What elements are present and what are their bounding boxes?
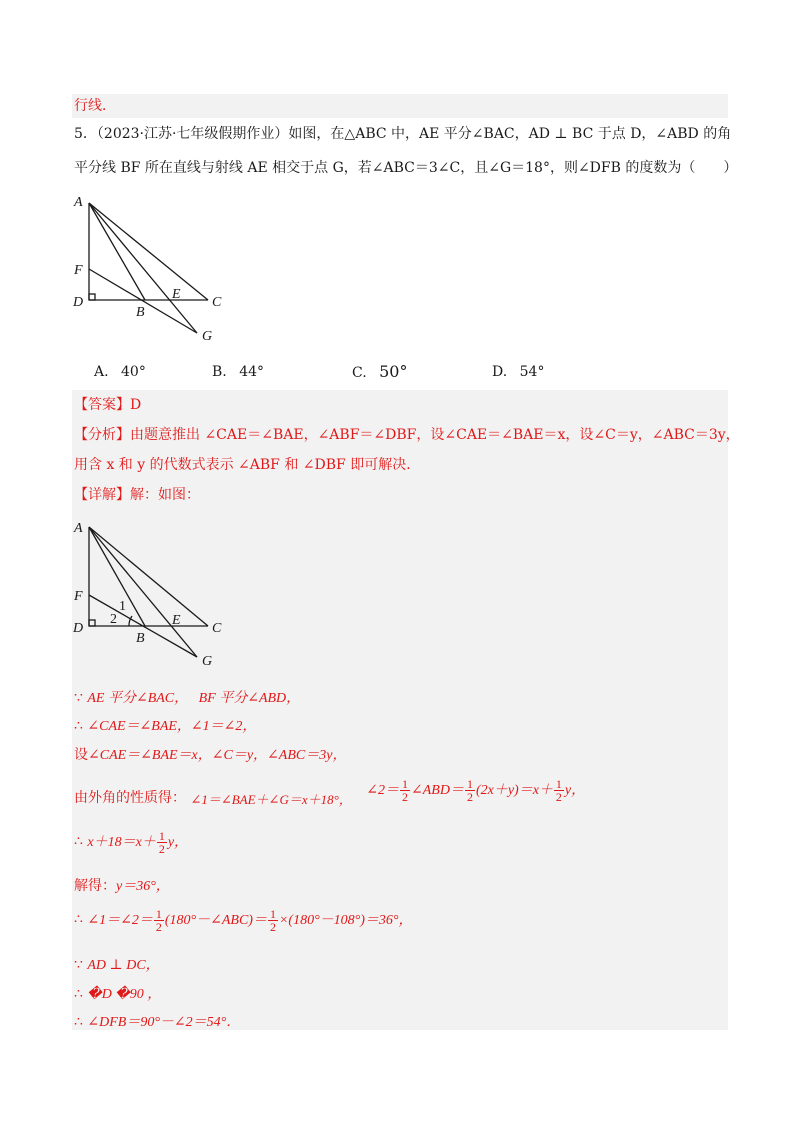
fig2-label-c: C bbox=[212, 621, 222, 636]
step-5-symbol: ∴ bbox=[74, 833, 83, 850]
step-4-text-a: ∠1＝∠BAE＋∠G＝x＋18°， bbox=[190, 791, 352, 807]
frac-4-den: 2 bbox=[158, 842, 165, 856]
step-2 bbox=[74, 716, 256, 737]
step-4-b-mid-2: (2x＋y)＝x＋ bbox=[475, 782, 553, 798]
step-5-frac bbox=[157, 830, 167, 855]
frac-1-num: 1 bbox=[402, 777, 408, 791]
step-2-text: ∠CAE＝∠BAE，∠1＝∠2， bbox=[87, 719, 257, 734]
frac-6-num: 1 bbox=[269, 907, 276, 921]
step-1 bbox=[74, 688, 300, 709]
detail-tag: 【详解】 bbox=[74, 487, 130, 503]
frac-5-num: 1 bbox=[155, 907, 162, 921]
frac-3-num: 1 bbox=[555, 777, 562, 791]
question-line-2: 平分线 BF 所在直线与射线 AE 相交于点 G，若∠ABC＝3∠C，且∠G＝18°，则∠DFB 的度数为（ ） bbox=[74, 160, 738, 176]
step-1-symbol: ∵ bbox=[74, 690, 83, 706]
step-9-text: �D �90 ， bbox=[87, 987, 162, 1002]
option-b-value: 44° bbox=[239, 364, 265, 380]
detail-line bbox=[74, 485, 200, 505]
step-4-text-b bbox=[366, 777, 586, 804]
frac-2-den: 2 bbox=[466, 790, 473, 804]
fig1-label-a: A bbox=[74, 195, 83, 210]
fig2-label-f: F bbox=[74, 589, 83, 604]
option-c[interactable] bbox=[352, 362, 407, 383]
fig2-label-g: G bbox=[202, 654, 213, 669]
option-a[interactable] bbox=[94, 362, 146, 382]
fig2-label-angle-1: 1 bbox=[119, 599, 126, 614]
analysis-text-1: 由题意推出 ∠CAE＝∠BAE，∠ABF＝∠DBF，设∠CAE＝∠BAE＝x，设∠C＝y，∠ABC＝3y， bbox=[130, 427, 740, 443]
step-7-symbol: ∴ bbox=[74, 911, 83, 928]
step-6-prefix: 解得： bbox=[74, 878, 116, 894]
frac-1-den: 2 bbox=[402, 790, 408, 804]
step-10-text: ∠DFB＝90°－∠2＝54°． bbox=[87, 1015, 241, 1030]
answer-value: D bbox=[130, 397, 142, 413]
step-6 bbox=[74, 876, 170, 897]
fig2-label-angle-2: 2 bbox=[110, 612, 117, 627]
step-10 bbox=[74, 1012, 240, 1033]
option-d-letter: D. bbox=[492, 364, 508, 380]
step-4-b-mid-1: ∠ABD＝ bbox=[411, 782, 464, 798]
step-9 bbox=[74, 984, 161, 1005]
step-4-frac-3 bbox=[554, 778, 564, 803]
top-fragment: 行线． bbox=[74, 98, 116, 114]
step-3-text: ∠CAE＝∠BAE＝x，∠C＝y，∠ABC＝3y， bbox=[88, 748, 347, 763]
fig2-label-b: B bbox=[136, 631, 145, 646]
step-7-frac-2 bbox=[268, 908, 278, 933]
step-4-frac-1 bbox=[400, 778, 410, 803]
fig1-label-g: G bbox=[202, 329, 213, 344]
option-d[interactable] bbox=[492, 362, 544, 382]
option-c-letter: C. bbox=[352, 365, 367, 381]
frac-4-num: 1 bbox=[158, 829, 165, 843]
step-1-text-a: AE 平分∠BAC， bbox=[87, 691, 189, 706]
step-5 bbox=[74, 830, 188, 862]
step-1-text-b: BF 平分∠ABD， bbox=[198, 691, 301, 706]
step-8-text: AD ⊥ DC， bbox=[87, 958, 160, 973]
top-band bbox=[72, 94, 728, 118]
step-8 bbox=[74, 955, 160, 976]
step-10-symbol: ∴ bbox=[74, 1014, 83, 1030]
step-7-post: ×(180°－108°)＝36°， bbox=[278, 912, 413, 928]
step-2-symbol: ∴ bbox=[74, 718, 83, 734]
question-line-1: 5．（2023·江苏·七年级假期作业）如图，在△ABC 中，AE 平分∠BAC，AD ⊥ BC 于点 D，∠ABD 的角 bbox=[74, 126, 732, 142]
step-7-mid: (180°－∠ABC)＝ bbox=[164, 912, 267, 928]
option-c-value: 50° bbox=[379, 362, 408, 381]
step-3 bbox=[74, 745, 346, 766]
step-5-post: y， bbox=[167, 834, 189, 850]
fig1-label-d: D bbox=[73, 295, 84, 310]
fig1-label-e: E bbox=[172, 287, 181, 302]
fig1-label-f: F bbox=[74, 263, 83, 278]
analysis-line-2: 用含 x 和 y 的代数式表示 ∠ABF 和 ∠DBF 即可解决． bbox=[74, 457, 421, 473]
answer-line bbox=[74, 395, 141, 415]
fig2-label-a: A bbox=[74, 521, 83, 536]
step-7-prefix: ∠1＝∠2＝ bbox=[87, 912, 153, 928]
option-b-letter: B. bbox=[212, 364, 227, 380]
step-4-b-post: y， bbox=[564, 782, 586, 798]
option-a-letter: A. bbox=[94, 364, 109, 380]
frac-2-num: 1 bbox=[466, 777, 473, 791]
option-b[interactable] bbox=[212, 362, 264, 382]
fig1-label-c: C bbox=[212, 295, 222, 310]
frac-6-den: 2 bbox=[269, 920, 276, 934]
step-4-frac-2 bbox=[465, 778, 475, 803]
step-4 bbox=[74, 778, 585, 812]
figure-2 bbox=[70, 512, 270, 677]
step-7 bbox=[74, 908, 413, 940]
fig1-label-b: B bbox=[136, 305, 145, 320]
option-d-value: 54° bbox=[519, 364, 545, 380]
answer-tag: 【答案】 bbox=[74, 397, 130, 413]
step-5-prefix: x＋18＝x＋ bbox=[87, 834, 156, 850]
step-7-frac-1 bbox=[154, 908, 164, 933]
analysis-tag: 【分析】 bbox=[74, 427, 130, 443]
step-4-prefix: 由外角的性质得： bbox=[74, 789, 186, 806]
step-4-b-prefix: ∠2＝ bbox=[366, 782, 399, 798]
figure-1 bbox=[70, 188, 270, 353]
option-a-value: 40° bbox=[121, 364, 146, 380]
frac-3-den: 2 bbox=[555, 790, 562, 804]
step-7-text bbox=[87, 907, 413, 934]
analysis-line-1 bbox=[74, 425, 740, 445]
step-5-text bbox=[87, 829, 189, 856]
step-9-symbol: ∴ bbox=[74, 986, 83, 1002]
step-6-text: y＝36°， bbox=[116, 879, 170, 894]
fig2-label-d: D bbox=[73, 621, 84, 636]
step-3-prefix: 设 bbox=[74, 747, 88, 763]
frac-5-den: 2 bbox=[155, 920, 162, 934]
fig2-label-e: E bbox=[172, 613, 181, 628]
step-8-symbol: ∵ bbox=[74, 957, 83, 973]
detail-text: 解：如图： bbox=[130, 487, 200, 503]
